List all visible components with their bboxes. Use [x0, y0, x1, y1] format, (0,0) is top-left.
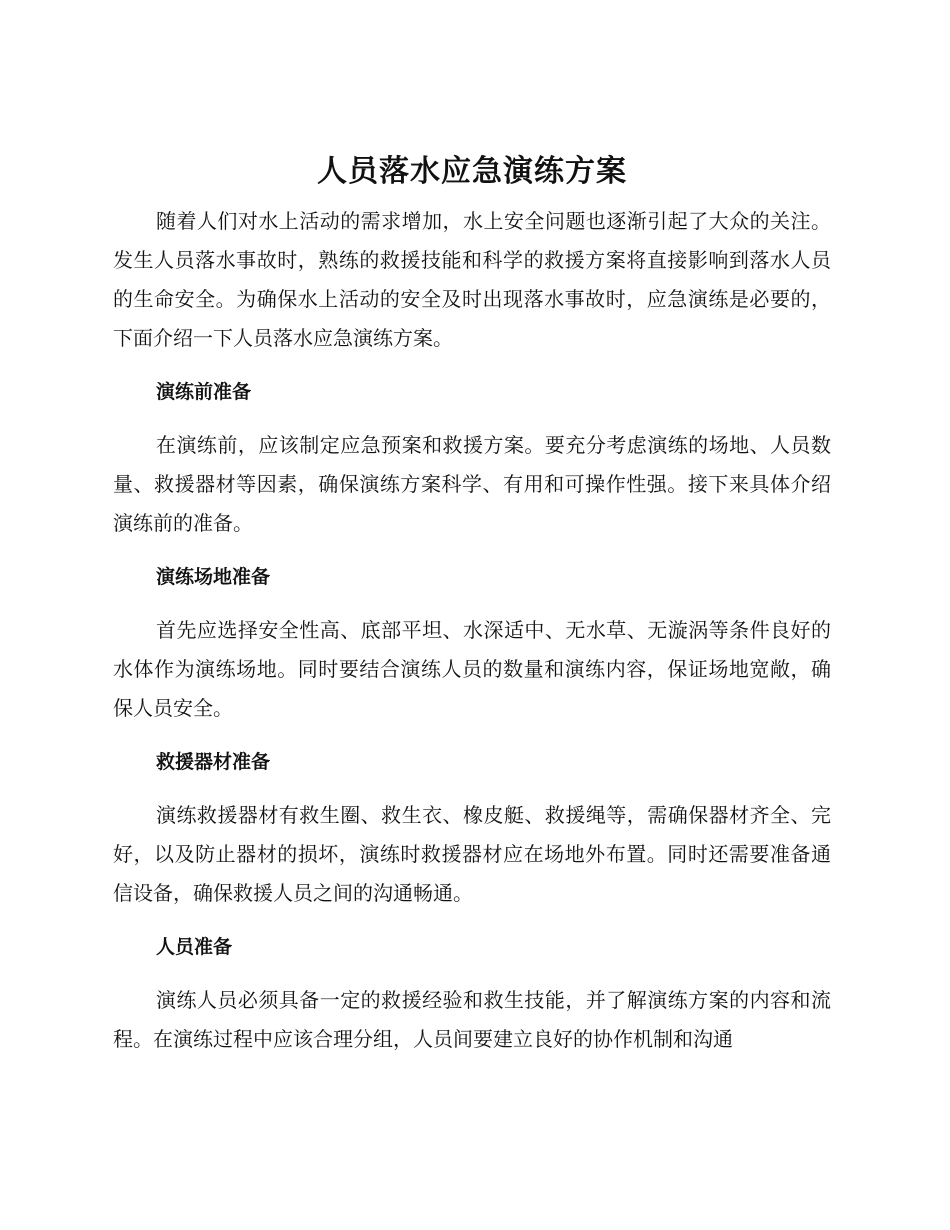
- section-heading-equipment: 救援器材准备: [156, 751, 271, 773]
- intro-paragraph: 随着人们对水上活动的需求增加，水上安全问题也逐渐引起了大众的关注。发生人员落水事故时，熟练的救援技能和科学的救援方案将直接影响到落水人员的生命安全。为确保水上活动的安全及时出现落水事故时，应急演练是必要的，下面介绍一下人员落水应急演练方案。: [113, 209, 831, 350]
- section-body-venue: 首先应选择安全性高、底部平坦、水深适中、无水草、无漩涡等条件良好的水体作为演练场地。同时要结合演练人员的数量和演练内容，保证场地宽敞，确保人员安全。: [113, 618, 831, 720]
- section-body-preparation: 在演练前，应该制定应急预案和救援方案。要充分考虑演练的场地、人员数量、救援器材等因素，确保演练方案科学、有用和可操作性强。接下来具体介绍演练前的准备。: [113, 433, 831, 535]
- section-heading-venue: 演练场地准备: [156, 566, 271, 588]
- document-page: [113, 148, 831, 1059]
- section-body-personnel: 演练人员必须具备一定的救援经验和救生技能，并了解演练方案的内容和流程。在演练过程中应该合理分组，人员间要建立良好的协作机制和沟通: [113, 988, 831, 1051]
- section-heading-personnel: 人员准备: [156, 936, 233, 958]
- document-title: 人员落水应急演练方案: [317, 154, 627, 189]
- section-heading-preparation: 演练前准备: [156, 381, 252, 403]
- section-body-equipment: 演练救援器材有救生圈、救生衣、橡皮艇、救援绳等，需确保器材齐全、完好，以及防止器材的损坏，演练时救援器材应在场地外布置。同时还需要准备通信设备，确保救援人员之间的沟通畅通。: [113, 803, 831, 905]
